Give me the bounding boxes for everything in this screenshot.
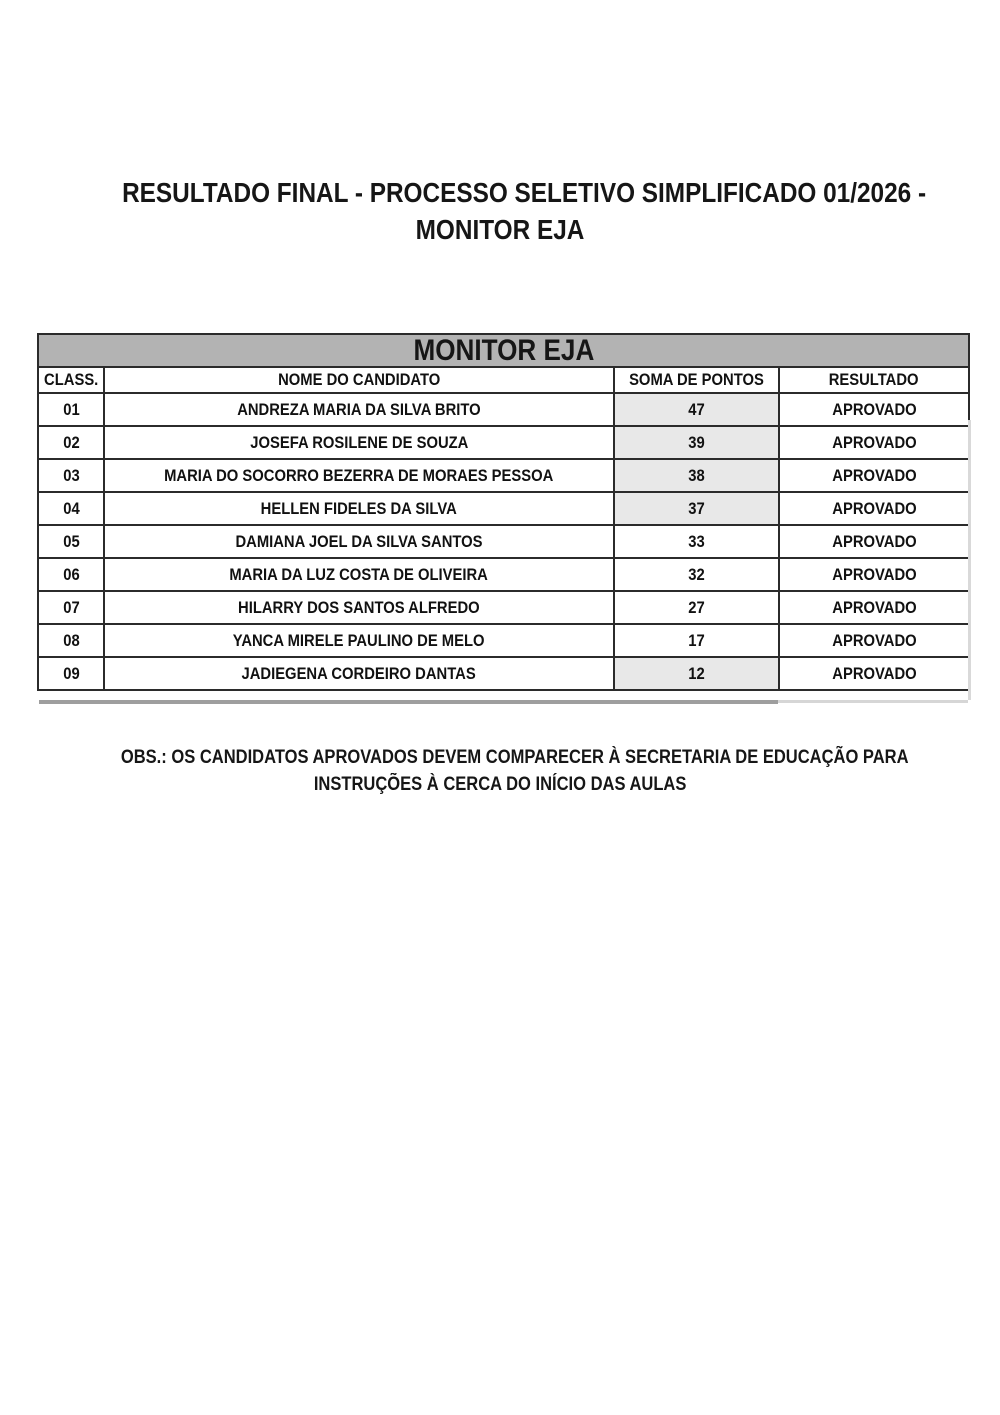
table-title-row xyxy=(38,334,969,367)
cell-class: 06 xyxy=(38,558,104,591)
cell-result: APROVADO xyxy=(779,591,969,624)
cell-name: HILARRY DOS SANTOS ALFREDO xyxy=(104,591,614,624)
cell-name: MARIA DO SOCORRO BEZERRA DE MORAES PESSOA xyxy=(104,459,614,492)
table-row xyxy=(38,492,969,525)
table-row xyxy=(38,459,969,492)
column-header-result: RESULTADO xyxy=(779,367,969,393)
cell-result: APROVADO xyxy=(779,459,969,492)
table-row xyxy=(38,591,969,624)
column-header-class: CLASS. xyxy=(38,367,104,393)
cell-points: 27 xyxy=(614,591,779,624)
cell-name: YANCA MIRELE PAULINO DE MELO xyxy=(104,624,614,657)
cell-name: DAMIANA JOEL DA SILVA SANTOS xyxy=(104,525,614,558)
cell-name: JOSEFA ROSILENE DE SOUZA xyxy=(104,426,614,459)
cell-result: APROVADO xyxy=(779,657,969,690)
cell-points: 37 xyxy=(614,492,779,525)
cell-points: 38 xyxy=(614,459,779,492)
cell-name: JADIEGENA CORDEIRO DANTAS xyxy=(104,657,614,690)
cell-name: HELLEN FIDELES DA SILVA xyxy=(104,492,614,525)
cell-class: 08 xyxy=(38,624,104,657)
column-header-name: NOME DO CANDIDATO xyxy=(104,367,614,393)
table-row xyxy=(38,657,969,690)
cell-points: 39 xyxy=(614,426,779,459)
column-header-points: SOMA DE PONTOS xyxy=(614,367,779,393)
document-title-text-2: MONITOR EJA xyxy=(415,214,585,245)
table-row xyxy=(38,393,969,426)
cell-points: 17 xyxy=(614,624,779,657)
cell-class: 03 xyxy=(38,459,104,492)
cell-result: APROVADO xyxy=(779,492,969,525)
cell-class: 07 xyxy=(38,591,104,624)
cell-points: 32 xyxy=(614,558,779,591)
cell-points: 33 xyxy=(614,525,779,558)
table-bottom-shadow-light xyxy=(778,700,968,703)
table-title-cell xyxy=(38,334,969,367)
document-title xyxy=(62,174,938,248)
cell-result: APROVADO xyxy=(779,624,969,657)
table-row xyxy=(38,525,969,558)
results-table xyxy=(37,333,970,691)
observation-note-line-1: OBS.: OS CANDIDATOS APROVADOS DEVEM COMPARECER À SECRETARIA DE EDUCAÇÃO PARA xyxy=(120,747,909,768)
cell-points: 47 xyxy=(614,393,779,426)
cell-class: 04 xyxy=(38,492,104,525)
document-title-line-1 xyxy=(62,174,938,211)
cell-name: ANDREZA MARIA DA SILVA BRITO xyxy=(104,393,614,426)
observation-note xyxy=(62,744,938,798)
document-title-text-1: RESULTADO FINAL - PROCESSO SELETIVO SIMPLIFICADO 01/2026 - xyxy=(122,177,927,208)
cell-class: 09 xyxy=(38,657,104,690)
table-row xyxy=(38,426,969,459)
table-title-text: MONITOR EJA xyxy=(413,334,594,367)
cell-class: 01 xyxy=(38,393,104,426)
results-table-body xyxy=(38,393,969,690)
table-side-shadow xyxy=(968,420,971,700)
cell-points: 12 xyxy=(614,657,779,690)
table-bottom-shadow xyxy=(39,700,778,704)
table-row xyxy=(38,558,969,591)
cell-result: APROVADO xyxy=(779,393,969,426)
cell-result: APROVADO xyxy=(779,558,969,591)
table-row xyxy=(38,624,969,657)
table-header-row xyxy=(38,367,969,393)
cell-result: APROVADO xyxy=(779,426,969,459)
document-title-line-2 xyxy=(62,211,938,248)
cell-class: 02 xyxy=(38,426,104,459)
cell-result: APROVADO xyxy=(779,525,969,558)
cell-name: MARIA DA LUZ COSTA DE OLIVEIRA xyxy=(104,558,614,591)
cell-class: 05 xyxy=(38,525,104,558)
observation-note-line-2: INSTRUÇÕES À CERCA DO INÍCIO DAS AULAS xyxy=(313,774,687,795)
